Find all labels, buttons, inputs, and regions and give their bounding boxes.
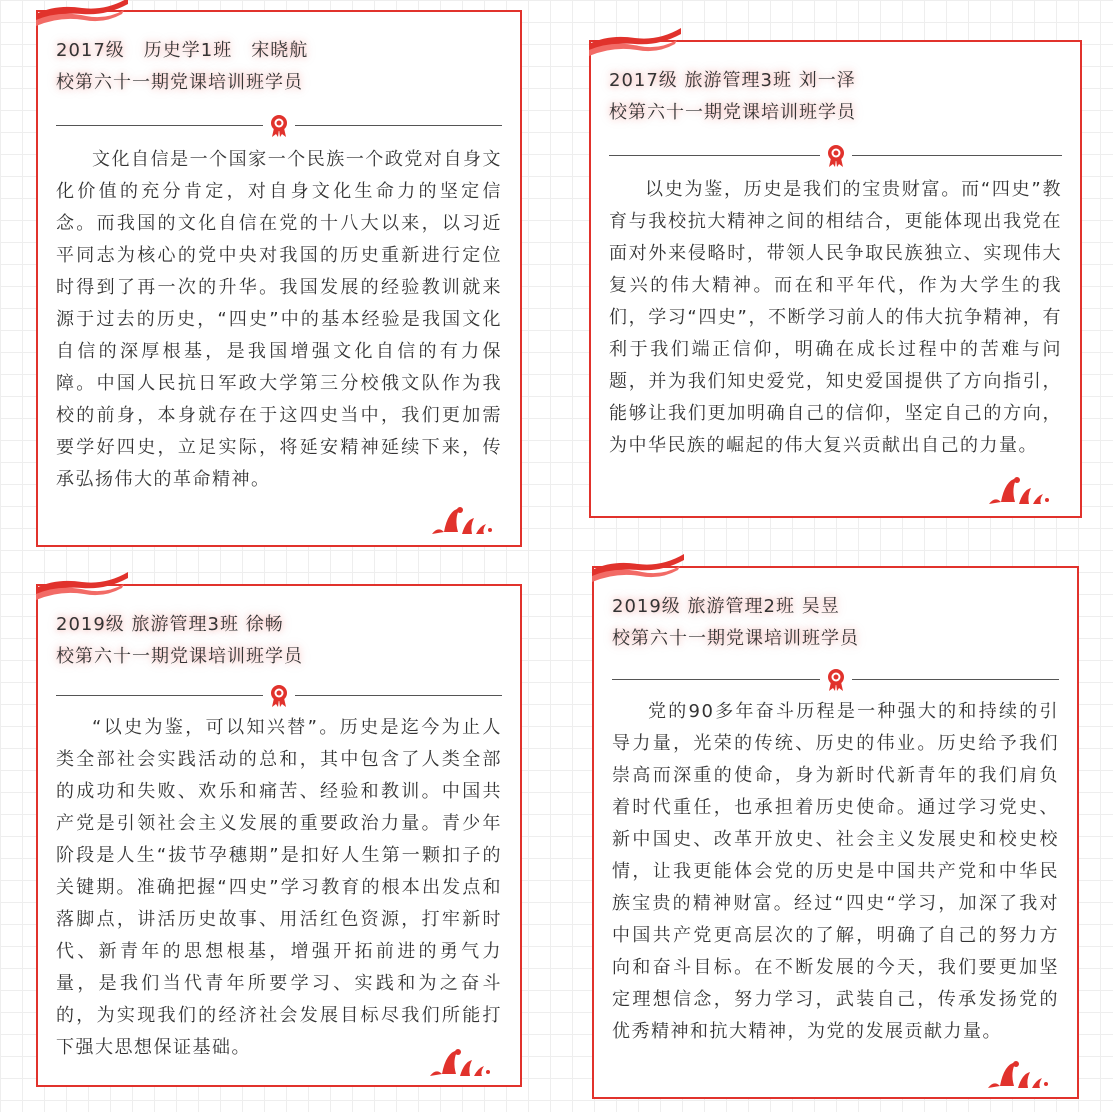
- divider: [609, 144, 1062, 166]
- author-name: 2017级 旅游管理3班 刘一泽: [609, 70, 856, 91]
- dancers-icon: [986, 1060, 1052, 1090]
- essay-text: 文化自信是一个国家一个民族一个政党对自身文化价值的充分肯定，对自身文化生命力的坚定信念。而我国的文化自信在党的十八大以来，以习近平同志为核心的党中央对我国的历史重新进行定位时得到了再一次的升华。我国发展的经验教训就来源于过去的历史，“四史”中的基本经验是我国文化自信的深厚根基，是我国增强文化自信的有力保障。中国人民抗日军政大学第三分校俄文队作为我校的前身，本身就存在于这四史当中，我们更加需要学好四史，立足实际，将延安精神延续下来，传承弘扬伟大的革命精神。: [56, 149, 502, 490]
- essay-text: 以史为鉴，历史是我们的宝贵财富。而“四史”教育与我校抗大精神之间的相结合，更能体现出我党在面对外来侵略时，带领人民争取民族独立、实现伟大复兴的伟大精神。而在和平年代，作为大学生的我们，学习“四史”，不断学习前人的伟大抗争精神，有利于我们端正信仰，明确在成长过程中的苦难与问题，并为我们知史爱党，知史爱国提供了方向指引，能够让我们更加明确自己的信仰，坚定自己的方向，为中华民族的崛起的伟大复兴贡献出自己的力量。: [609, 179, 1062, 456]
- essay-text: “以史为鉴，可以知兴替”。历史是迄今为止人类全部社会实践活动的总和，其中包含了人类全部的成功和失败、欢乐和痛苦、经验和教训。中国共产党是引领社会主义发展的重要政治力量。青少年阶段是人生“拔节孕穗期”是扣好人生第一颗扣子的关键期。准确把握“四史”学习教育的根本出发点和落脚点，讲活历史故事、用活红色资源，打牢新时代、新青年的思想根基，增强开拓前进的勇气力量，是我们当代青年所要学习、实践和为之奋斗的，为实现我们的经济社会发展目标尽我们所能打下强大思想保证基础。: [56, 717, 502, 1058]
- medal-icon: [824, 144, 848, 168]
- author-name: 2019级 旅游管理2班 吴昱: [612, 596, 840, 617]
- dancers-icon: [428, 1048, 494, 1078]
- dancers-icon: [430, 506, 496, 536]
- ribbon-icon: [36, 572, 128, 600]
- ribbon-icon: [592, 554, 684, 582]
- essay-card-2: [589, 40, 1082, 518]
- author-name: 2017级 历史学1班 宋晓航: [56, 40, 309, 61]
- ribbon-icon: [36, 0, 128, 26]
- author-name: 2019级 旅游管理3班 徐畅: [56, 614, 284, 635]
- divider: [56, 684, 502, 706]
- author-role: 校第六十一期党课培训班学员: [56, 72, 303, 93]
- medal-icon: [267, 114, 291, 138]
- divider: [612, 668, 1059, 690]
- essay-text: 党的90多年奋斗历程是一种强大的和持续的引导力量，光荣的传统、历史的伟业。历史给予我们崇高而深重的使命，身为新时代新青年的我们肩负着时代重任，也承担着历史使命。通过学习党史、新中国史、改革开放史、社会主义发展史和校史校情，让我更能体会党的历史是中国共产党和中华民族宝贵的精神财富。经过“四史“学习，加深了我对中国共产党更高层次的了解，明确了自己的努力方向和奋斗目标。在不断发展的今天，我们要更加坚定理想信念，努力学习，武装自己，传承发扬党的优秀精神和抗大精神，为党的发展贡献力量。: [612, 701, 1059, 1042]
- author-role: 校第六十一期党课培训班学员: [612, 628, 859, 649]
- author-role: 校第六十一期党课培训班学员: [56, 646, 303, 667]
- divider: [56, 114, 502, 136]
- medal-icon: [267, 684, 291, 708]
- essay-card-3: [36, 584, 522, 1087]
- author-role: 校第六十一期党课培训班学员: [609, 102, 856, 123]
- essay-card-4: [592, 566, 1079, 1099]
- essay-card-1: [36, 10, 522, 547]
- medal-icon: [824, 668, 848, 692]
- dancers-icon: [987, 476, 1053, 506]
- ribbon-icon: [589, 28, 681, 56]
